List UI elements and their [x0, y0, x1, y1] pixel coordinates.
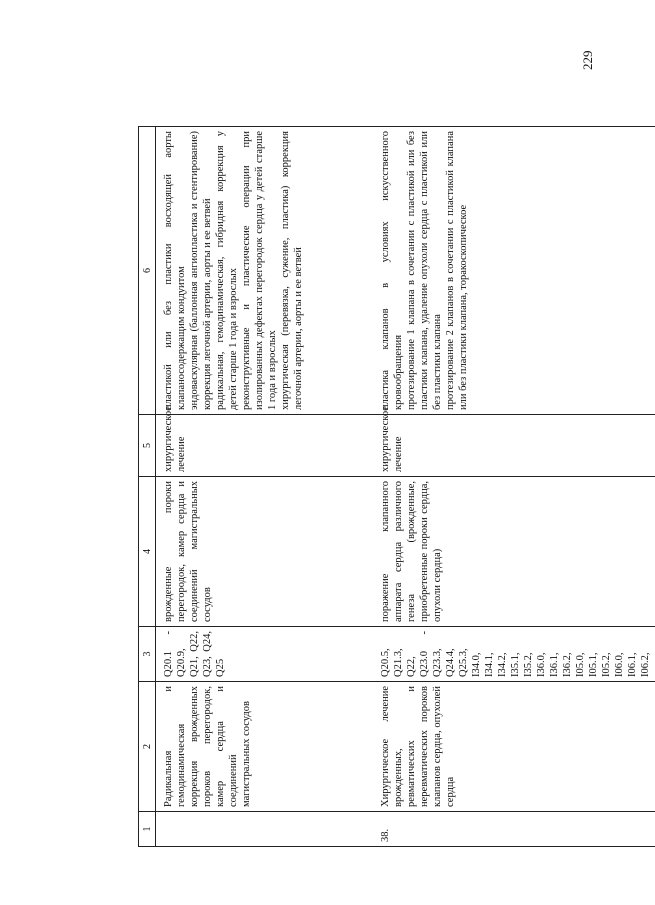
method-item: хирургическая (перевязка, сужение, пластика) коррекция легочной артерии, аорты и ее ветвей	[280, 131, 304, 410]
method-item: протезирование 1 клапана в сочетании с пластикой или без пластики клапана, удаление опухоли сердца с пластикой или без пластики клапана	[406, 131, 443, 410]
services-table	[138, 126, 655, 847]
method-item: пластика клапанов в условиях искусственного кровообращения	[380, 131, 404, 410]
patient-model: поражение клапанного аппарата сердца различного генеза (врожденные, приобретенные пороки сердца, опухоли сердца)	[373, 477, 655, 627]
table-row	[373, 127, 655, 847]
icd-codes: Q20.5, Q21.3, Q22, Q23.0 - Q23.3, Q24.4, Q25.3, I34.0, I34.1, I34.2, I35.1, I35.2, I36.0, I36.1, I36.2, I05.0, I05.1, I05.2, I06.0, I06.1, I06.2,	[373, 627, 655, 682]
column-number: 1	[139, 812, 156, 847]
column-number-row	[139, 127, 156, 847]
method-item: протезирование 2 клапанов в сочетании с пластикой клапана или без пластики клапана, торакоскопическое	[445, 131, 469, 410]
method-item: реконструктивные и пластические операции при изолированных дефектах перегородок сердца у детей старше 1 года и взрослых	[241, 131, 278, 410]
service-name: Радикальная и гемодинамическая коррекция врожденных пороков перегородок, камер сердца и соединений магистральных сосудов	[156, 682, 374, 812]
rotated-table-container	[138, 127, 651, 847]
table-row	[156, 127, 374, 847]
row-number	[156, 812, 374, 847]
row-number: 38.	[373, 812, 655, 847]
method-item: пластикой или без пластики восходящей аорты клапаносодержащим кондуитом	[163, 131, 187, 410]
treatment-type: хирургическое лечение	[156, 415, 374, 477]
treatment-type: хирургическое лечение	[373, 415, 655, 477]
column-number: 5	[139, 415, 156, 477]
icd-codes: Q20.1 - Q20.9, Q21, Q22, Q23, Q24, Q25	[156, 627, 374, 682]
method-item: эндоваскулярная (баллонная ангиопластика и стентирование) коррекция легочной артерии, аорты и ее ветвей	[189, 131, 213, 410]
column-number: 6	[139, 127, 156, 415]
column-number: 4	[139, 477, 156, 627]
column-number: 3	[139, 627, 156, 682]
treatment-methods	[156, 127, 374, 415]
patient-model: врожденные пороки перегородок, камер сердца и соединений магистральных сосудов	[156, 477, 374, 627]
page-number: 229	[580, 50, 595, 70]
service-name: Хирургическое лечение врожденных, ревматических и неревматических пороков клапанов сердца, опухолей сердца	[373, 682, 655, 812]
method-item: радикальная, гемодинамическая, гибридная коррекция у детей старше 1 года и взрослых	[215, 131, 239, 410]
column-number: 2	[139, 682, 156, 812]
treatment-methods	[373, 127, 655, 415]
